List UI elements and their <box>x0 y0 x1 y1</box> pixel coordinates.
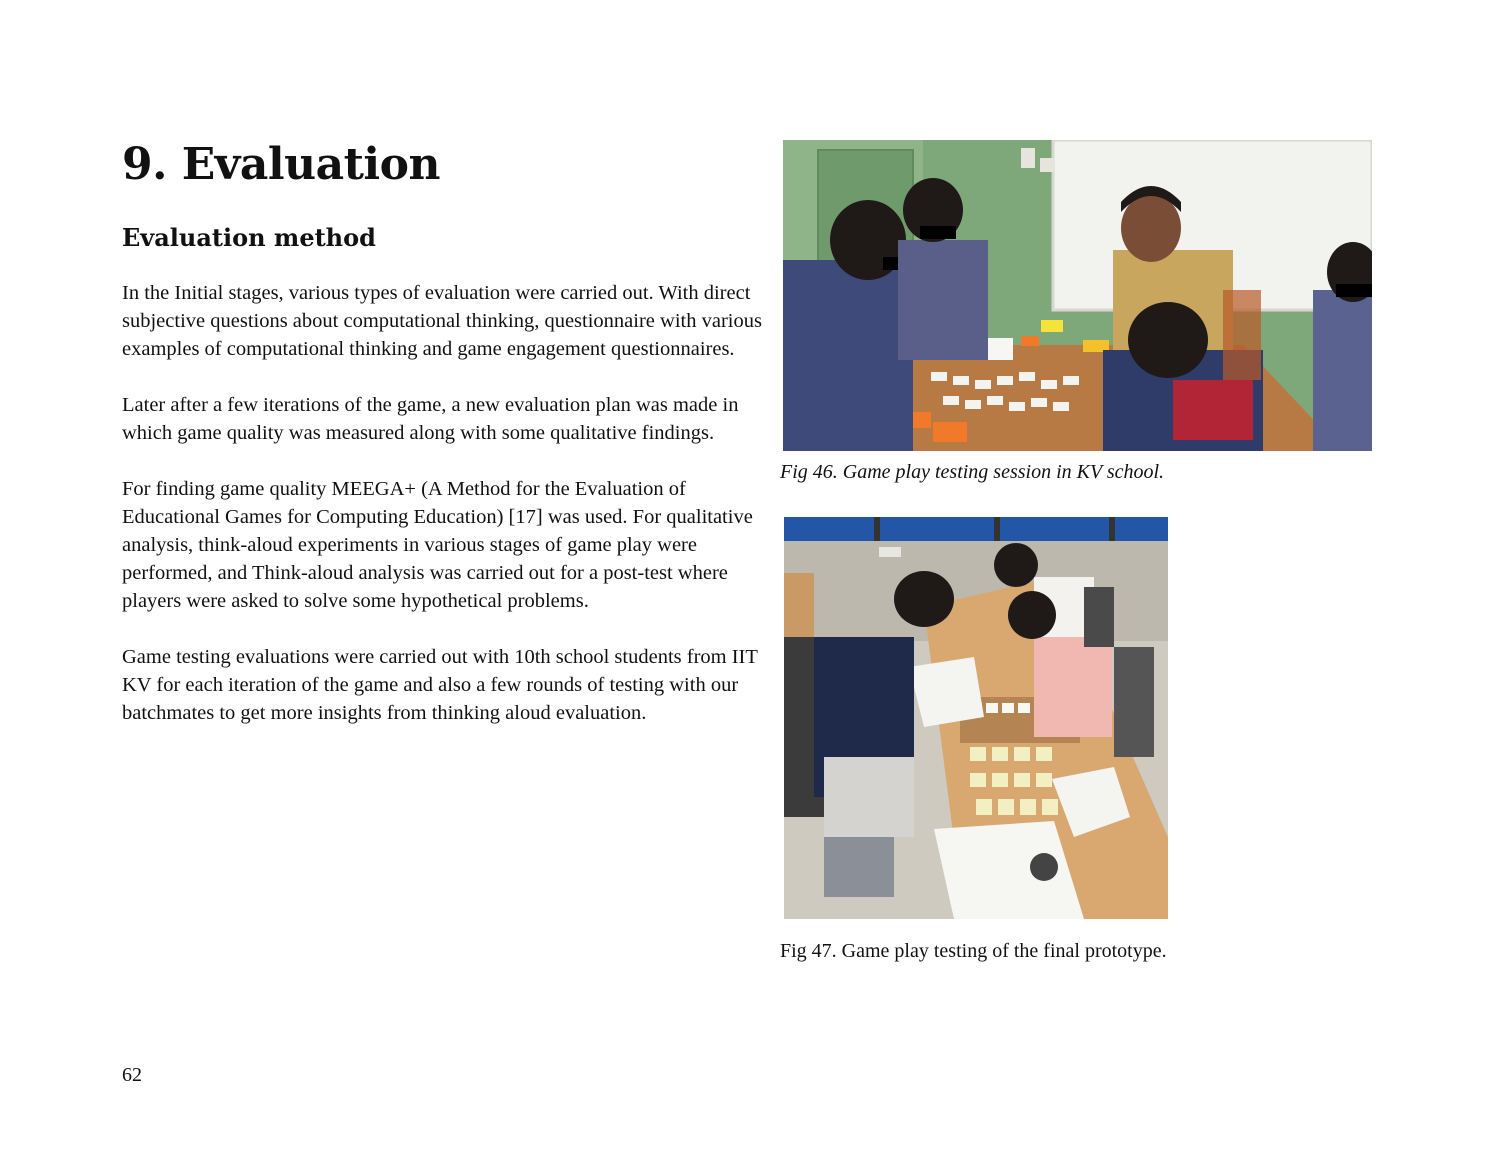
figure-47-photo <box>784 517 1168 919</box>
paragraph-initial-evaluation: In the Initial stages, various types of evaluation were carried out. With direct subjective questions about computational thinking, questionnaire with various examples of computational thinking and game engagement questionnaires. <box>122 282 762 360</box>
figure-47-caption: Fig 47. Game play testing of the final prototype. <box>780 940 1167 962</box>
body-text <box>122 279 762 755</box>
page-title: 9. Evaluation <box>122 139 440 190</box>
figure-46-caption: Fig 46. Game play testing session in KV school. <box>780 461 1165 483</box>
paragraph-game-testing: Game testing evaluations were carried out with 10th school students from IIT KV for each iteration of the game and also a few rounds of testing with our batchmates to get more insights from thinking aloud evaluation. <box>122 646 758 724</box>
paragraph-evaluation-plan: Later after a few iterations of the game, a new evaluation plan was made in which game quality was measured along with some qualitative findings. <box>122 394 739 444</box>
section-heading: Evaluation method <box>122 223 376 252</box>
page-number: 62 <box>122 1064 142 1086</box>
paragraph-meega: For finding game quality MEEGA+ (A Method for the Evaluation of Educational Games for Computing Education) [17] was used. For qualitative analysis, think-aloud experiments in various stages of game play were performed, and Think-aloud analysis was carried out for a post-test where players were asked to solve some hypothetical problems. <box>122 478 753 612</box>
figure-46-photo <box>783 140 1372 451</box>
